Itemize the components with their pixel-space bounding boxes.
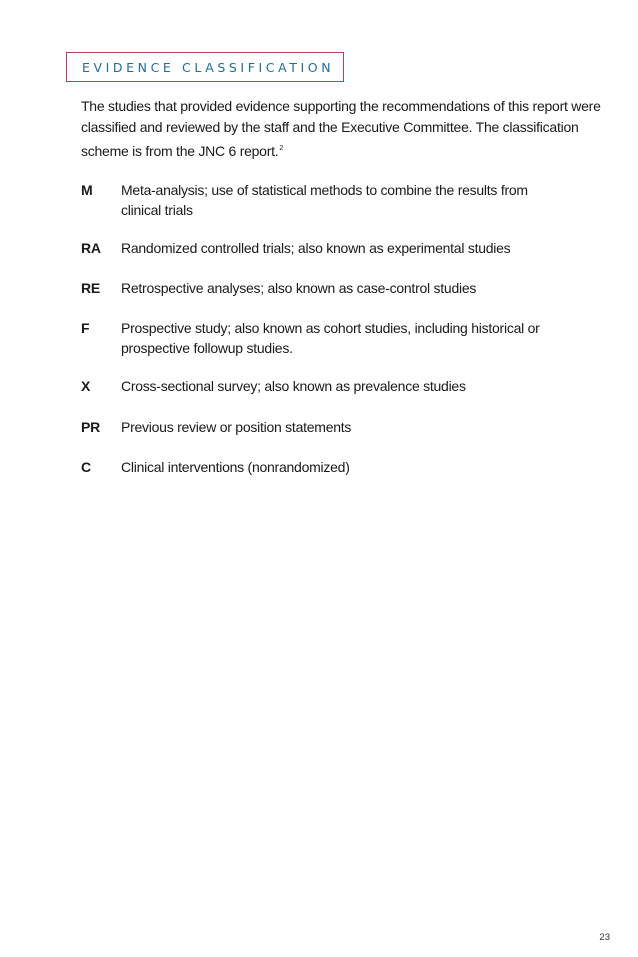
classification-item-re — [81, 278, 571, 298]
classification-description: Previous review or position statements — [121, 419, 352, 435]
classification-code: M — [81, 182, 93, 198]
classification-description: Randomized controlled trials; also known as experimental studies — [121, 240, 511, 256]
classification-description: Prospective study; also known as cohort studies, including historical or prospective followup studies. — [121, 320, 540, 356]
classification-code: RE — [81, 280, 100, 296]
classification-description: Meta-analysis; use of statistical methods to combine the results from clinical trials — [121, 182, 528, 218]
classification-description: Retrospective analyses; also known as case-control studies — [121, 280, 477, 296]
section-header-box — [66, 52, 344, 82]
classification-item-pr — [81, 417, 571, 437]
classification-code: C — [81, 459, 91, 475]
classification-item-f — [81, 318, 571, 358]
classification-code: X — [81, 378, 91, 394]
classification-description: Cross-sectional survey; also known as prevalence studies — [121, 378, 466, 394]
classification-item-m — [81, 180, 571, 220]
classification-code: RA — [81, 240, 101, 256]
classification-item-x — [81, 376, 571, 396]
classification-code: PR — [81, 419, 100, 435]
classification-item-ra — [81, 238, 571, 258]
classification-code: F — [81, 320, 90, 336]
page-number: 23 — [599, 932, 610, 943]
classification-item-c — [81, 457, 571, 477]
intro-paragraph — [81, 96, 601, 162]
intro-text: The studies that provided evidence supporting the recommendations of this report were classified and reviewed by the staff and the Executive Committee. The classification scheme is from the JNC 6 report. — [81, 98, 601, 159]
classification-description: Clinical interventions (nonrandomized) — [121, 459, 350, 475]
footnote-reference: 2 — [279, 145, 284, 152]
section-title: EVIDENCE CLASSIFICATION — [82, 59, 335, 75]
